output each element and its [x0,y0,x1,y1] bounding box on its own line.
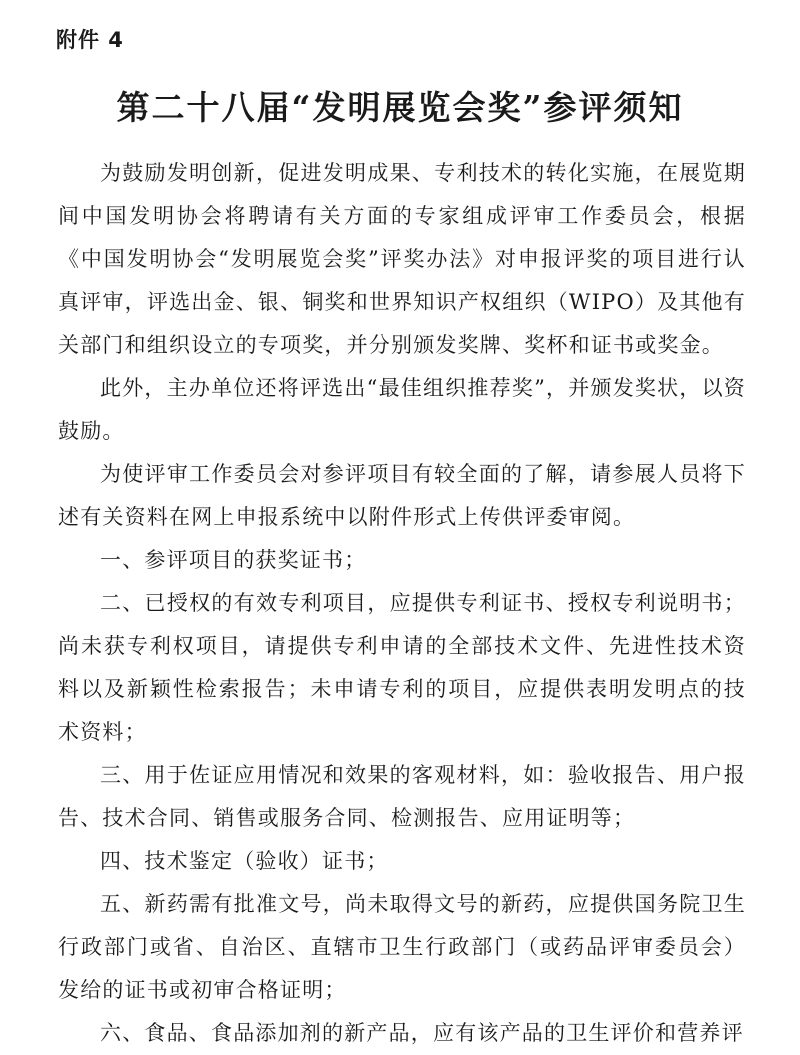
attachment-label: 附件 4 [56,28,124,52]
paragraph: 为鼓励发明创新，促进发明成果、专利技术的转化实施，在展览期间中国发明协会将聘请有关方面的专家组成评审工作委员会，根据《中国发明协会“发明展览会奖”评奖办法》对申报评奖的项目进行认真评审，评选出金、银、铜奖和世界知识产权组织（WIPO）及其他有关部门和组织设立的专项奖，并分别颁发奖牌、奖杯和证书或奖金。 [58,161,746,357]
paragraph: 三、用于佐证应用情况和效果的客观材料，如：验收报告、用户报告、技术合同、销售或服务合同、检测报告、应用证明等； [58,763,746,830]
paragraph: 五、新药需有批准文号，尚未取得文号的新药，应提供国务院卫生行政部门或省、自治区、直辖市卫生行政部门（或药品评审委员会）发给的证书或初审合格证明； [58,892,746,1002]
paragraph: 一、参评项目的获奖证书； [100,548,367,572]
paragraph: 四、技术鉴定（验收）证书； [100,849,389,873]
document-body [58,152,746,1055]
paragraph: 二、已授权的有效专利项目，应提供专利证书、授权专利说明书；尚未获专利权项目，请提供专利申请的全部技术文件、先进性技术资料以及新颖性检索报告；未申请专利的项目，应提供表明发明点的技术资料； [58,591,746,744]
paragraph: 为使评审工作委员会对参评项目有较全面的了解，请参展人员将下述有关资料在网上申报系统中以附件形式上传供评委审阅。 [58,462,746,529]
document-title: 第二十八届“发明展览会奖”参评须知 [116,88,684,127]
paragraph: 六、食品、食品添加剂的新产品，应有该产品的卫生评价和营养评 [100,1021,744,1045]
paragraph: 此外，主办单位还将评选出“最佳组织推荐奖”，并颁发奖状，以资鼓励。 [58,376,746,443]
